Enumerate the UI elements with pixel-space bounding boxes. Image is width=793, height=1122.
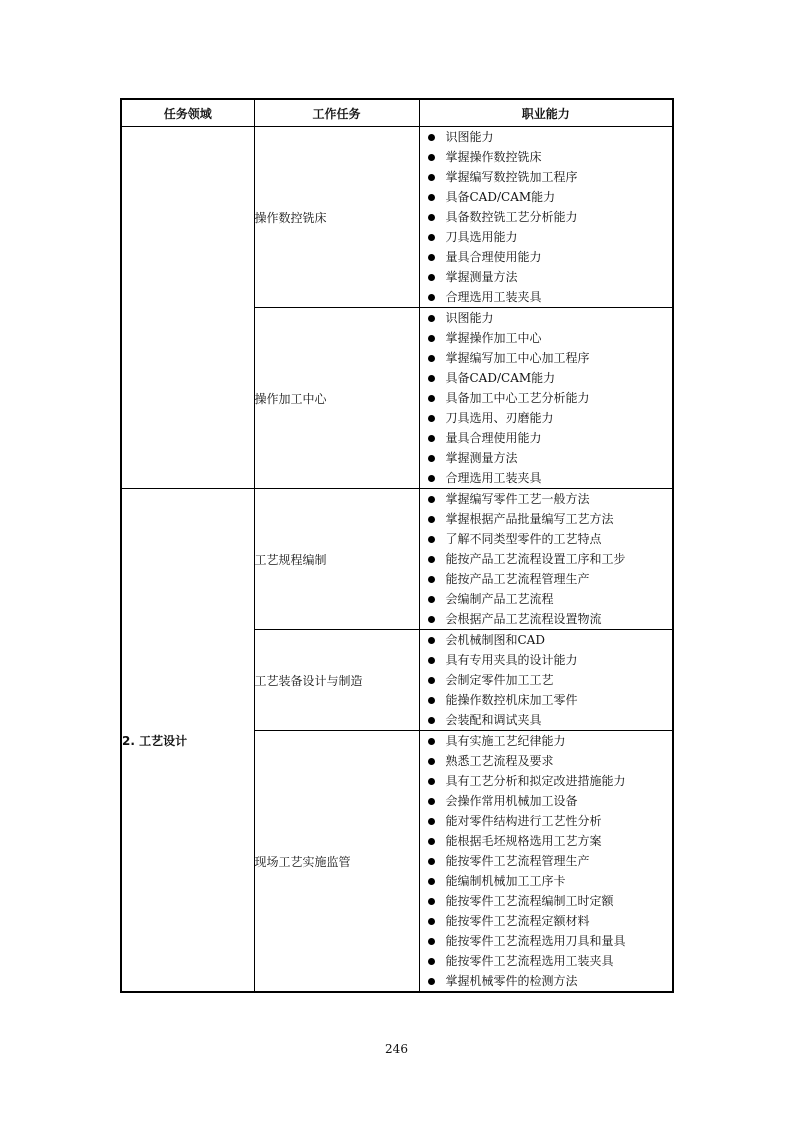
bullet-icon [428, 134, 435, 141]
bullet-icon [428, 335, 435, 342]
bullet-icon [428, 375, 435, 382]
ability-text: 会根据产品工艺流程设置物流 [445, 612, 602, 626]
bullet-icon [428, 415, 435, 422]
ability-text: 会机械制图和CAD [445, 633, 545, 647]
header-vocational-ability: 职业能力 [419, 99, 673, 127]
ability-text: 掌握编写数控铣加工程序 [445, 170, 578, 184]
ability-text: 掌握机械零件的检测方法 [445, 974, 578, 988]
ability-text: 合理选用工装夹具 [445, 290, 542, 304]
bullet-icon [428, 214, 435, 221]
table-body [121, 127, 673, 993]
list-item [420, 368, 673, 388]
bullet-icon [428, 616, 435, 623]
list-item [420, 127, 673, 147]
ability-text: 具备数控铣工艺分析能力 [445, 210, 578, 224]
bullet-icon [428, 717, 435, 724]
list-item [420, 328, 673, 348]
ability-cell [419, 731, 673, 993]
ability-text: 能按零件工艺流程选用刀具和量具 [445, 934, 626, 948]
bullet-icon [428, 455, 435, 462]
bullet-icon [428, 596, 435, 603]
header-work-task: 工作任务 [254, 99, 419, 127]
bullet-icon [428, 174, 435, 181]
ability-text: 具有工艺分析和拟定改进措施能力 [445, 774, 626, 788]
list-item [420, 428, 673, 448]
bullet-icon [428, 758, 435, 765]
list-item [420, 630, 673, 650]
ability-text: 会编制产品工艺流程 [445, 592, 554, 606]
ability-text: 具有实施工艺纪律能力 [445, 734, 566, 748]
list-item [420, 388, 673, 408]
bullet-icon [428, 194, 435, 201]
bullet-icon [428, 778, 435, 785]
bullet-icon [428, 274, 435, 281]
header-task-domain: 任务领域 [121, 99, 254, 127]
bullet-icon [428, 858, 435, 865]
bullet-icon [428, 798, 435, 805]
list-item [420, 851, 673, 871]
work-task-cell: 现场工艺实施监管 [254, 731, 419, 993]
bullet-icon [428, 234, 435, 241]
list-item [420, 771, 673, 791]
ability-text: 合理选用工装夹具 [445, 471, 542, 485]
bullet-icon [428, 898, 435, 905]
list-item [420, 207, 673, 227]
ability-list [420, 127, 673, 307]
ability-text: 掌握测量方法 [445, 451, 518, 465]
ability-text: 掌握测量方法 [445, 270, 518, 284]
list-item [420, 670, 673, 690]
list-item [420, 448, 673, 468]
list-item [420, 589, 673, 609]
ability-text: 能对零件结构进行工艺性分析 [445, 814, 602, 828]
ability-text: 能操作数控机床加工零件 [445, 693, 578, 707]
list-item [420, 468, 673, 488]
list-item [420, 408, 673, 428]
ability-list [420, 630, 673, 730]
ability-cell [419, 127, 673, 308]
ability-text: 了解不同类型零件的工艺特点 [445, 532, 602, 546]
bullet-icon [428, 294, 435, 301]
list-item [420, 308, 673, 328]
work-task-cell: 工艺规程编制 [254, 489, 419, 630]
bullet-icon [428, 878, 435, 885]
ability-cell [419, 489, 673, 630]
ability-text: 刀具选用、刃磨能力 [445, 411, 554, 425]
list-item [420, 650, 673, 670]
ability-text: 掌握操作数控铣床 [445, 150, 542, 164]
work-task-cell: 操作数控铣床 [254, 127, 419, 308]
ability-text: 能按产品工艺流程设置工序和工步 [445, 552, 626, 566]
list-item [420, 147, 673, 167]
list-item [420, 509, 673, 529]
bullet-icon [428, 576, 435, 583]
list-item [420, 247, 673, 267]
ability-cell [419, 630, 673, 731]
list-item [420, 167, 673, 187]
ability-text: 会制定零件加工工艺 [445, 673, 554, 687]
bullet-icon [428, 657, 435, 664]
work-task-cell: 工艺装备设计与制造 [254, 630, 419, 731]
list-item [420, 931, 673, 951]
ability-text: 识图能力 [445, 311, 494, 325]
ability-text: 能按零件工艺流程编制工时定额 [445, 894, 614, 908]
bullet-icon [428, 978, 435, 985]
page-number: 246 [385, 1042, 408, 1056]
bullet-icon [428, 355, 435, 362]
ability-text: 会操作常用机械加工设备 [445, 794, 578, 808]
ability-text: 会装配和调试夹具 [445, 713, 542, 727]
list-item [420, 690, 673, 710]
ability-text: 量具合理使用能力 [445, 431, 542, 445]
ability-text: 刀具选用能力 [445, 230, 518, 244]
ability-list [420, 731, 673, 991]
list-item [420, 911, 673, 931]
ability-text: 具有专用夹具的设计能力 [445, 653, 578, 667]
bullet-icon [428, 556, 435, 563]
list-item [420, 731, 673, 751]
task-domain-cell [121, 127, 254, 489]
ability-text: 具备CAD/CAM能力 [445, 190, 556, 204]
bullet-icon [428, 475, 435, 482]
ability-text: 能编制机械加工工序卡 [445, 874, 566, 888]
ability-text: 能按零件工艺流程选用工装夹具 [445, 954, 614, 968]
bullet-icon [428, 838, 435, 845]
ability-text: 掌握编写加工中心加工程序 [445, 351, 590, 365]
list-item [420, 549, 673, 569]
ability-text: 能按零件工艺流程定额材料 [445, 914, 590, 928]
ability-list [420, 489, 673, 629]
list-item [420, 871, 673, 891]
bullet-icon [428, 315, 435, 322]
list-item [420, 971, 673, 991]
list-item [420, 609, 673, 629]
bullet-icon [428, 154, 435, 161]
work-task-cell: 操作加工中心 [254, 308, 419, 489]
ability-text: 掌握操作加工中心 [445, 331, 542, 345]
bullet-icon [428, 818, 435, 825]
bullet-icon [428, 435, 435, 442]
ability-text: 能按产品工艺流程管理生产 [445, 572, 590, 586]
bullet-icon [428, 697, 435, 704]
list-item [420, 891, 673, 911]
bullet-icon [428, 395, 435, 402]
list-item [420, 811, 673, 831]
bullet-icon [428, 677, 435, 684]
list-item [420, 569, 673, 589]
ability-text: 具备CAD/CAM能力 [445, 371, 556, 385]
bullet-icon [428, 536, 435, 543]
ability-table [120, 98, 674, 993]
list-item [420, 227, 673, 247]
bullet-icon [428, 254, 435, 261]
bullet-icon [428, 738, 435, 745]
table-row [121, 489, 673, 630]
list-item [420, 751, 673, 771]
ability-text: 具备加工中心工艺分析能力 [445, 391, 590, 405]
bullet-icon [428, 938, 435, 945]
ability-text: 熟悉工艺流程及要求 [445, 754, 554, 768]
list-item [420, 951, 673, 971]
ability-text: 能按零件工艺流程管理生产 [445, 854, 590, 868]
bullet-icon [428, 958, 435, 965]
ability-text: 掌握根据产品批量编写工艺方法 [445, 512, 614, 526]
list-item [420, 348, 673, 368]
list-item [420, 791, 673, 811]
task-domain-cell: 2. 工艺设计 [121, 489, 254, 993]
ability-text: 识图能力 [445, 130, 494, 144]
list-item [420, 267, 673, 287]
bullet-icon [428, 516, 435, 523]
ability-text: 掌握编写零件工艺一般方法 [445, 492, 590, 506]
list-item [420, 529, 673, 549]
table-header-row [121, 99, 673, 127]
bullet-icon [428, 496, 435, 503]
list-item [420, 489, 673, 509]
list-item [420, 187, 673, 207]
table-row [121, 127, 673, 308]
ability-cell [419, 308, 673, 489]
list-item [420, 831, 673, 851]
ability-list [420, 308, 673, 488]
ability-text: 能根据毛坯规格选用工艺方案 [445, 834, 602, 848]
list-item [420, 710, 673, 730]
ability-text: 量具合理使用能力 [445, 250, 542, 264]
bullet-icon [428, 637, 435, 644]
list-item [420, 287, 673, 307]
bullet-icon [428, 918, 435, 925]
